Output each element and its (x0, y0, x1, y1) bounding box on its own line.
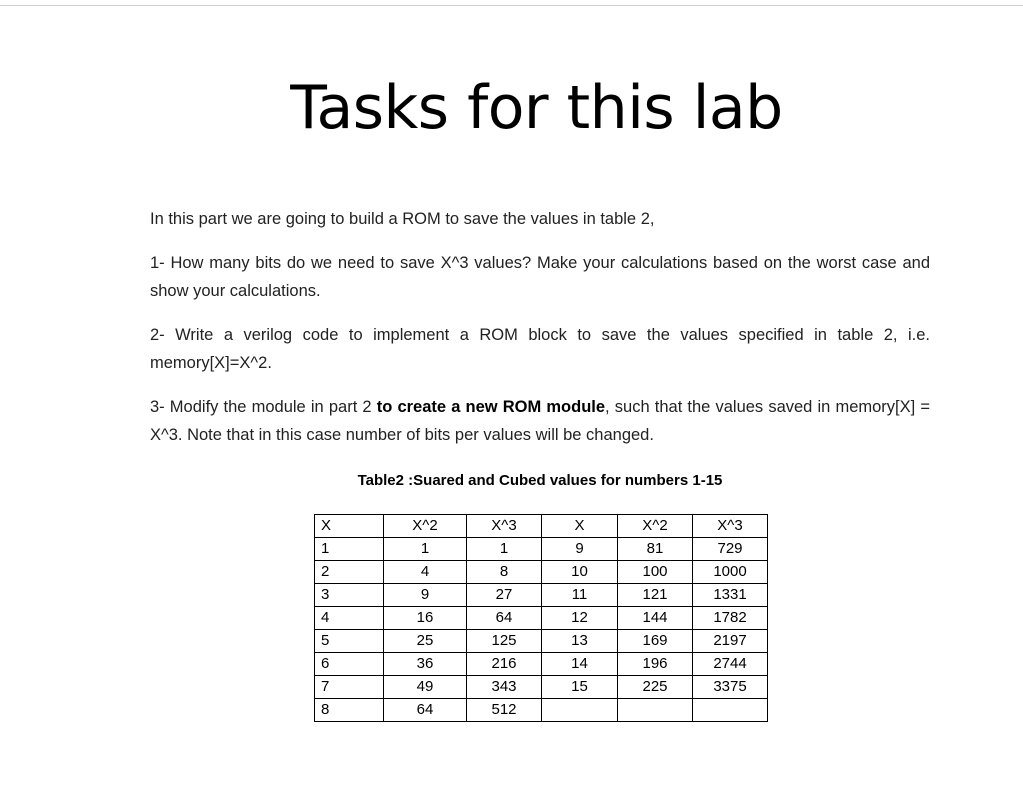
table-cell: 9 (542, 538, 618, 561)
table-cell: 13 (542, 630, 618, 653)
task-3-text-bold: to create a new ROM module (376, 398, 606, 416)
table-cell: 729 (693, 538, 768, 561)
table-cell: 12 (542, 607, 618, 630)
table-cell: 64 (384, 699, 467, 722)
table-cell: 100 (618, 561, 693, 584)
table-cell: 8 (315, 699, 384, 722)
table-caption: Table2 :Suared and Cubed values for numbers 1-15 (357, 472, 723, 489)
table-row (315, 699, 768, 722)
table-header-cell: X^2 (618, 515, 693, 538)
squares-cubes-table (314, 514, 768, 722)
table-cell: 2744 (693, 653, 768, 676)
table-header-cell: X^2 (384, 515, 467, 538)
table-header-cell: X^3 (693, 515, 768, 538)
table-cell: 3 (315, 584, 384, 607)
table-cell: 225 (618, 676, 693, 699)
slide-body (150, 205, 930, 465)
table-cell: 2 (315, 561, 384, 584)
table-header-cell: X (542, 515, 618, 538)
table-cell: 512 (467, 699, 542, 722)
table-row (315, 630, 768, 653)
table-row (315, 584, 768, 607)
task-3-text-pre: 3- Modify the module in part 2 (150, 398, 377, 416)
table-cell: 1000 (693, 561, 768, 584)
table-cell: 2197 (693, 630, 768, 653)
table-cell: 14 (542, 653, 618, 676)
table-cell: 125 (467, 630, 542, 653)
table-cell: 1 (315, 538, 384, 561)
table-cell: 11 (542, 584, 618, 607)
table-cell: 27 (467, 584, 542, 607)
table-cell (542, 699, 618, 722)
table-row (315, 607, 768, 630)
top-divider (0, 5, 1023, 6)
table-cell: 343 (467, 676, 542, 699)
table-header-cell: X (315, 515, 384, 538)
task-1-paragraph: 1- How many bits do we need to save X^3 values? Make your calculations based on the worst case and show your calculations. (150, 254, 930, 300)
intro-paragraph: In this part we are going to build a ROM to save the values in table 2, (150, 210, 655, 228)
table-cell: 216 (467, 653, 542, 676)
table-body (315, 515, 768, 722)
table-cell: 7 (315, 676, 384, 699)
table-cell: 15 (542, 676, 618, 699)
table-cell: 64 (467, 607, 542, 630)
table-cell: 4 (384, 561, 467, 584)
table-cell: 5 (315, 630, 384, 653)
table-cell: 81 (618, 538, 693, 561)
table-cell: 36 (384, 653, 467, 676)
table-cell: 1782 (693, 607, 768, 630)
task-3-paragraph (150, 393, 930, 449)
table-cell: 4 (315, 607, 384, 630)
table-cell: 196 (618, 653, 693, 676)
table-cell: 49 (384, 676, 467, 699)
table-cell: 10 (542, 561, 618, 584)
table-cell: 169 (618, 630, 693, 653)
task-2-paragraph: 2- Write a verilog code to implement a ROM block to save the values specified in table 2, i.e. memory[X]=X^2. (150, 326, 930, 372)
table-cell: 3375 (693, 676, 768, 699)
table-cell: 121 (618, 584, 693, 607)
table-cell: 16 (384, 607, 467, 630)
table-header-row (315, 515, 768, 538)
table-header-cell: X^3 (467, 515, 542, 538)
table-cell: 6 (315, 653, 384, 676)
table-cell: 1 (384, 538, 467, 561)
table-row (315, 561, 768, 584)
table-cell: 25 (384, 630, 467, 653)
table-row (315, 676, 768, 699)
task-3-text-post: , such that the values saved in memory[X] = X^3. Note that in this case number of bits per values will be changed. (150, 398, 930, 444)
table-cell (618, 699, 693, 722)
table-cell: 9 (384, 584, 467, 607)
slide-title: Tasks for this lab (290, 73, 783, 143)
table-cell: 1331 (693, 584, 768, 607)
table-cell: 1 (467, 538, 542, 561)
table-cell (693, 699, 768, 722)
table-cell: 144 (618, 607, 693, 630)
table-cell: 8 (467, 561, 542, 584)
table-row (315, 653, 768, 676)
table-row (315, 538, 768, 561)
